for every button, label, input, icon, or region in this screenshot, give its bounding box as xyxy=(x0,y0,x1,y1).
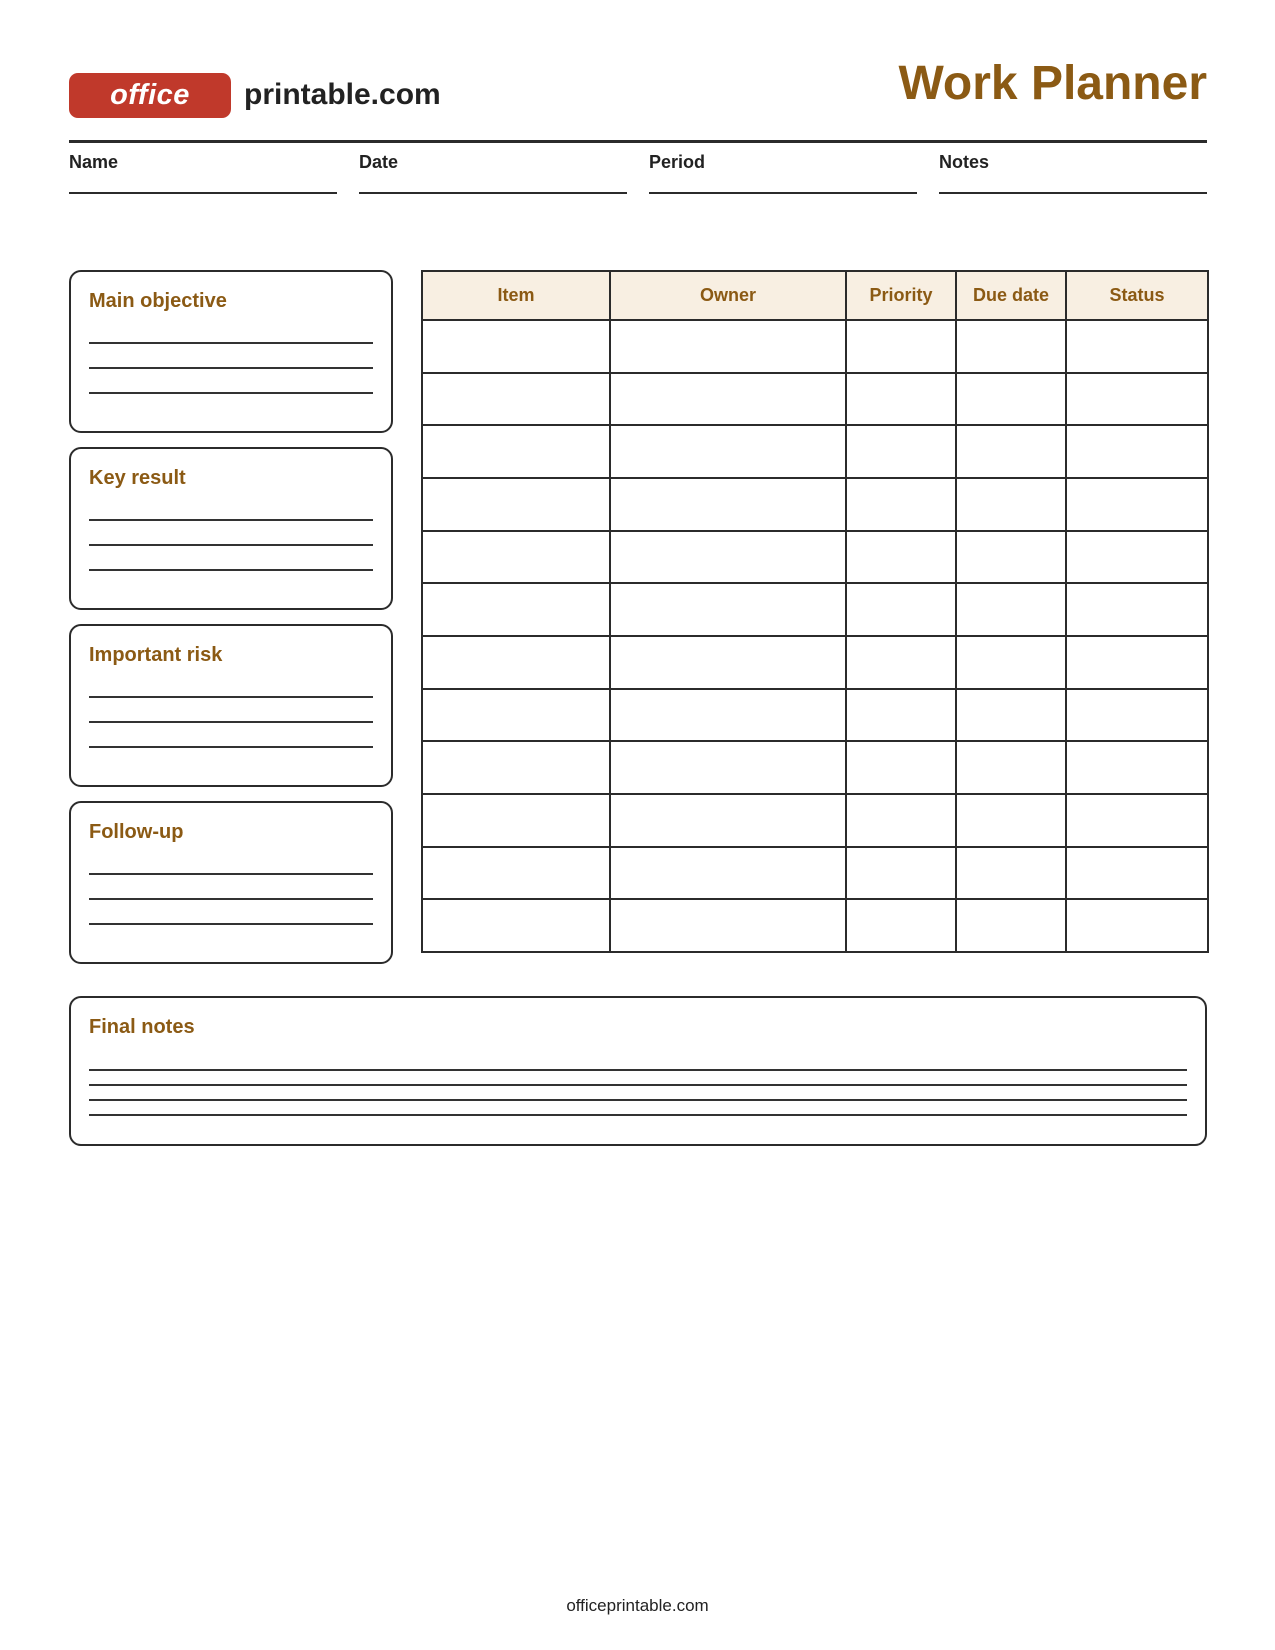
footer-url: officeprintable.com xyxy=(566,1596,709,1615)
table-cell[interactable] xyxy=(956,847,1066,900)
table-row xyxy=(422,425,1208,478)
period-field-label: Period xyxy=(649,152,706,172)
table-cell[interactable] xyxy=(422,741,610,794)
table-cell[interactable] xyxy=(610,425,846,478)
table-cell[interactable] xyxy=(846,847,956,900)
table-cell[interactable] xyxy=(956,373,1066,426)
table-cell[interactable] xyxy=(610,847,846,900)
table-row xyxy=(422,741,1208,794)
table-cell[interactable] xyxy=(846,320,956,373)
notes-field-label: Notes xyxy=(939,152,990,172)
table-cell[interactable] xyxy=(610,636,846,689)
column-header-item: Item xyxy=(422,271,610,320)
follow-up-box[interactable] xyxy=(69,801,393,964)
table-cell[interactable] xyxy=(846,425,956,478)
table-row xyxy=(422,794,1208,847)
writing-line xyxy=(89,1069,1187,1071)
table-cell[interactable] xyxy=(422,583,610,636)
writing-line xyxy=(89,1084,1187,1086)
table-header-row xyxy=(422,271,1208,320)
table-cell[interactable] xyxy=(610,373,846,426)
table-cell[interactable] xyxy=(846,478,956,531)
table-cell[interactable] xyxy=(846,689,956,742)
writing-line xyxy=(89,746,373,748)
logo-domain: printable.com xyxy=(244,78,441,111)
main-objective-box[interactable] xyxy=(69,270,393,433)
table-cell[interactable] xyxy=(422,373,610,426)
table-row xyxy=(422,320,1208,373)
follow-up-title: Follow-up xyxy=(89,821,184,843)
writing-line xyxy=(89,873,373,875)
table-cell[interactable] xyxy=(422,425,610,478)
table-cell[interactable] xyxy=(610,899,846,952)
table-cell[interactable] xyxy=(956,425,1066,478)
writing-line xyxy=(89,544,373,546)
logo-badge: office xyxy=(69,73,231,118)
table-cell[interactable] xyxy=(1066,373,1208,426)
writing-line xyxy=(89,696,373,698)
table-cell[interactable] xyxy=(1066,899,1208,952)
writing-line xyxy=(89,342,373,344)
table-cell[interactable] xyxy=(422,531,610,584)
final-notes-title: Final notes xyxy=(89,1016,195,1038)
table-cell[interactable] xyxy=(610,583,846,636)
main-objective-title: Main objective xyxy=(89,290,227,312)
column-header-priority: Priority xyxy=(846,271,956,320)
table-cell[interactable] xyxy=(610,794,846,847)
table-cell[interactable] xyxy=(422,899,610,952)
table-cell[interactable] xyxy=(1066,425,1208,478)
column-header-status: Status xyxy=(1066,271,1208,320)
table-cell[interactable] xyxy=(1066,847,1208,900)
logo xyxy=(69,72,441,118)
date-field-label: Date xyxy=(359,152,399,172)
table-cell[interactable] xyxy=(846,899,956,952)
writing-line xyxy=(89,1099,1187,1101)
table-cell[interactable] xyxy=(956,741,1066,794)
period-field[interactable] xyxy=(649,152,917,194)
writing-line xyxy=(89,1114,1187,1116)
table-cell[interactable] xyxy=(956,689,1066,742)
notes-field[interactable] xyxy=(939,152,1207,194)
table-row xyxy=(422,583,1208,636)
table-cell[interactable] xyxy=(1066,583,1208,636)
table-row xyxy=(422,373,1208,426)
table-cell[interactable] xyxy=(846,531,956,584)
final-notes-box[interactable] xyxy=(69,996,1207,1146)
table-cell[interactable] xyxy=(1066,531,1208,584)
table-row xyxy=(422,478,1208,531)
table-cell[interactable] xyxy=(1066,741,1208,794)
writing-line xyxy=(89,569,373,571)
table-cell[interactable] xyxy=(956,636,1066,689)
page-title: Work Planner xyxy=(898,57,1207,110)
table-row xyxy=(422,847,1208,900)
name-field[interactable] xyxy=(69,152,337,194)
table-cell[interactable] xyxy=(422,478,610,531)
writing-line xyxy=(89,923,373,925)
table-cell[interactable] xyxy=(846,373,956,426)
table-cell[interactable] xyxy=(956,794,1066,847)
table-row xyxy=(422,531,1208,584)
header-divider xyxy=(69,140,1207,143)
writing-line xyxy=(89,721,373,723)
table-cell[interactable] xyxy=(846,636,956,689)
writing-line xyxy=(89,519,373,521)
writing-line xyxy=(89,392,373,394)
table-row xyxy=(422,689,1208,742)
important-risk-title: Important risk xyxy=(89,644,223,666)
table-cell[interactable] xyxy=(956,320,1066,373)
table-row xyxy=(422,636,1208,689)
table-cell[interactable] xyxy=(956,583,1066,636)
header-fields xyxy=(69,152,1207,194)
task-table xyxy=(421,270,1209,953)
date-field[interactable] xyxy=(359,152,627,194)
table-cell[interactable] xyxy=(1066,320,1208,373)
key-result-box[interactable] xyxy=(69,447,393,610)
table-cell[interactable] xyxy=(610,741,846,794)
table-cell[interactable] xyxy=(610,689,846,742)
table-cell[interactable] xyxy=(956,899,1066,952)
key-result-title: Key result xyxy=(89,467,186,489)
table-cell[interactable] xyxy=(1066,689,1208,742)
table-cell[interactable] xyxy=(610,478,846,531)
table-cell[interactable] xyxy=(956,478,1066,531)
name-field-label: Name xyxy=(69,152,119,172)
table-cell[interactable] xyxy=(956,531,1066,584)
table-cell[interactable] xyxy=(610,531,846,584)
table-cell[interactable] xyxy=(422,847,610,900)
table-cell[interactable] xyxy=(846,741,956,794)
table-cell[interactable] xyxy=(846,794,956,847)
table-cell[interactable] xyxy=(422,794,610,847)
writing-line xyxy=(89,367,373,369)
table-cell[interactable] xyxy=(1066,636,1208,689)
table-cell[interactable] xyxy=(610,320,846,373)
table-cell[interactable] xyxy=(1066,478,1208,531)
column-header-owner: Owner xyxy=(610,271,846,320)
table-cell[interactable] xyxy=(846,583,956,636)
table-row xyxy=(422,899,1208,952)
column-header-due-date: Due date xyxy=(956,271,1066,320)
table-cell[interactable] xyxy=(422,636,610,689)
table-cell[interactable] xyxy=(422,689,610,742)
writing-line xyxy=(89,898,373,900)
table-cell[interactable] xyxy=(422,320,610,373)
important-risk-box[interactable] xyxy=(69,624,393,787)
table-cell[interactable] xyxy=(1066,794,1208,847)
